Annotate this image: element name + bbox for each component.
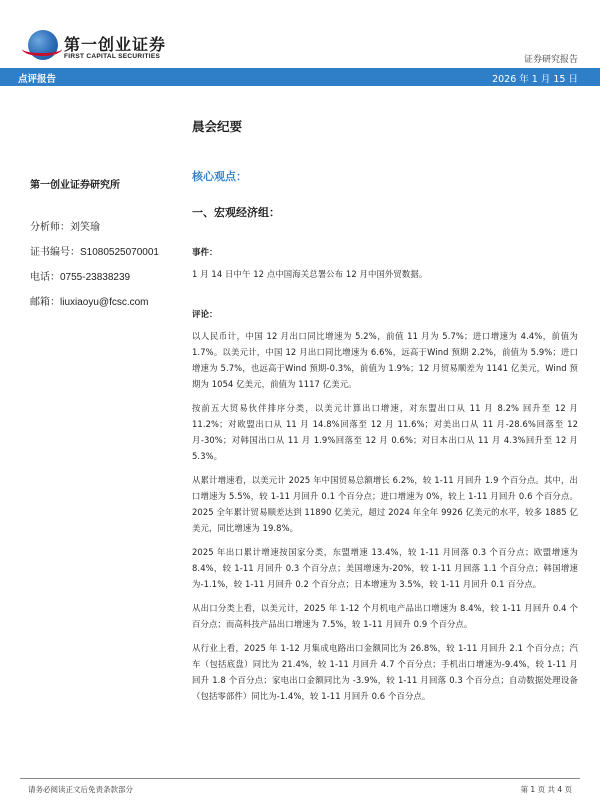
page-number: 第 1 页 共 4 页	[520, 785, 572, 794]
comment-label: 评论：	[192, 310, 218, 320]
comment-paragraph: 以人民币计，中国 12 月出口同比增速为 5.2%，前值 11 月为 5.7%；进口增速为 4.4%，前值为 1.7%。以美元计，中国 12 月出口同比增速为 6.6%，远高于Wind 预期 2.2%，前值为 5.9%；进口增速为 5.7%，也远高于Wind 预期-0.3%，前值为 1.9%；12 月贸易顺差为 1141 亿美元，Wind 预期为 1054 亿美元，前值为 1117 亿美元。	[192, 331, 578, 389]
phone-label: 电话：	[30, 272, 60, 283]
comment-paragraph: 从行业上看，2025 年 1-12 月集成电路出口金额同比为 26.8%，较 1-11 月回升 2.1 个百分点；汽车（包括底盘）同比为 21.4%，较 1-11 月回升 4.7 个百分点；手机出口增速为-9.4%，较 1-11 月回升 1.8 个百分点；家电出口金额同比为 -3.9%，较 1-11 月回落 0.3 个百分点；自动数据处理设备（包括零部件）同比为-1.4%，较 1-11 月回升 0.6 个百分点。	[192, 643, 578, 701]
header-band	[0, 68, 600, 86]
brand-name-cn: 第一创业证券	[64, 35, 167, 54]
cert-label: 证书编号：	[30, 247, 80, 258]
section-heading: 一、宏观经济组：	[192, 206, 280, 219]
report-date: 2026 年 1 月 15 日	[492, 74, 578, 85]
cert-line	[30, 243, 180, 258]
core-view-heading: 核心观点：	[192, 170, 247, 183]
phone-number: 0755-23838239	[60, 272, 131, 283]
document-title: 晨会纪要	[192, 119, 243, 134]
analyst-name: 刘笑瑜	[70, 222, 100, 233]
phone-line	[30, 268, 180, 283]
comment-paragraph: 2025 年出口累计增速按国家分类，东盟增速 13.4%，较 1-11 月回落 0.3 个百分点；欧盟增速为 8.4%，较 1-11 月回升 0.3 个百分点；美国增速为-20%，较 1-11 月回落 1.1 个百分点；韩国增速为-1.1%，较 1-11 月回升 0.2 个百分点；日本增速为 3.5%，较 1-11 月回升 0.1 百分点。	[192, 547, 578, 589]
logo-swoosh-icon	[22, 42, 62, 56]
research-institute: 第一创业证券研究所	[30, 180, 120, 191]
analyst-label: 分析师：	[30, 222, 70, 233]
brand-name-en: FIRST CAPITAL SECURITIES	[64, 53, 161, 60]
analyst-line	[30, 218, 180, 233]
email-address[interactable]: liuxiaoyu@fcsc.com	[60, 297, 149, 308]
event-text: 1 月 14 日中午 12 点中国海关总署公布 12 月中国外贸数据。	[192, 269, 428, 279]
comment-paragraph: 从出口分类上看，以美元计，2025 年 1-12 个月机电产品出口增速为 8.4%，较 1-11 月回升 0.4 个百分点；而高科技产品出口增速为 7.5%，较 1-11 月回升 0.9 个百分点。	[192, 603, 578, 629]
email-label: 邮箱：	[30, 297, 60, 308]
author-sidebar	[30, 176, 180, 318]
footer-disclaimer: 请务必阅读正文后免责条款部分	[28, 785, 133, 794]
email-line	[30, 293, 180, 308]
report-type-label: 证券研究报告	[523, 55, 578, 65]
event-label: 事件：	[192, 248, 218, 258]
comment-paragraph: 从累计增速看，以美元计 2025 年中国贸易总额增长 6.2%，较 1-11 月回升 1.9 个百分点。其中，出口增速为 5.5%，较 1-11 月回升 0.1 个百分点；进口增速为 0%，较上 1-11 月回升 0.6 个百分点。2025 全年累计贸易顺差达到 11890 亿美元，超过 2024 年全年 9926 亿美元的水平，较多 1885 亿美元，同比增速为 19.8%。	[192, 475, 578, 533]
main-content	[192, 117, 578, 712]
comment-paragraph: 按前五大贸易伙伴排序分类，以美元计算出口增速，对东盟出口从 11 月 8.2% 回升至 12 月 11.2%；对欧盟出口从 11 月 14.8%回落至 12 月 11.6%；对美出口从 11 月-28.6%回落至 12 月-30%；对韩国出口从 11 月 1.9%回落至 12 月 0.6%；对日本出口从 11 月 4.3%回升至 12 月 5.3%。	[192, 403, 578, 461]
footer-divider	[20, 778, 580, 779]
report-category: 点评报告	[18, 74, 57, 85]
cert-number: S1080525070001	[80, 247, 159, 258]
